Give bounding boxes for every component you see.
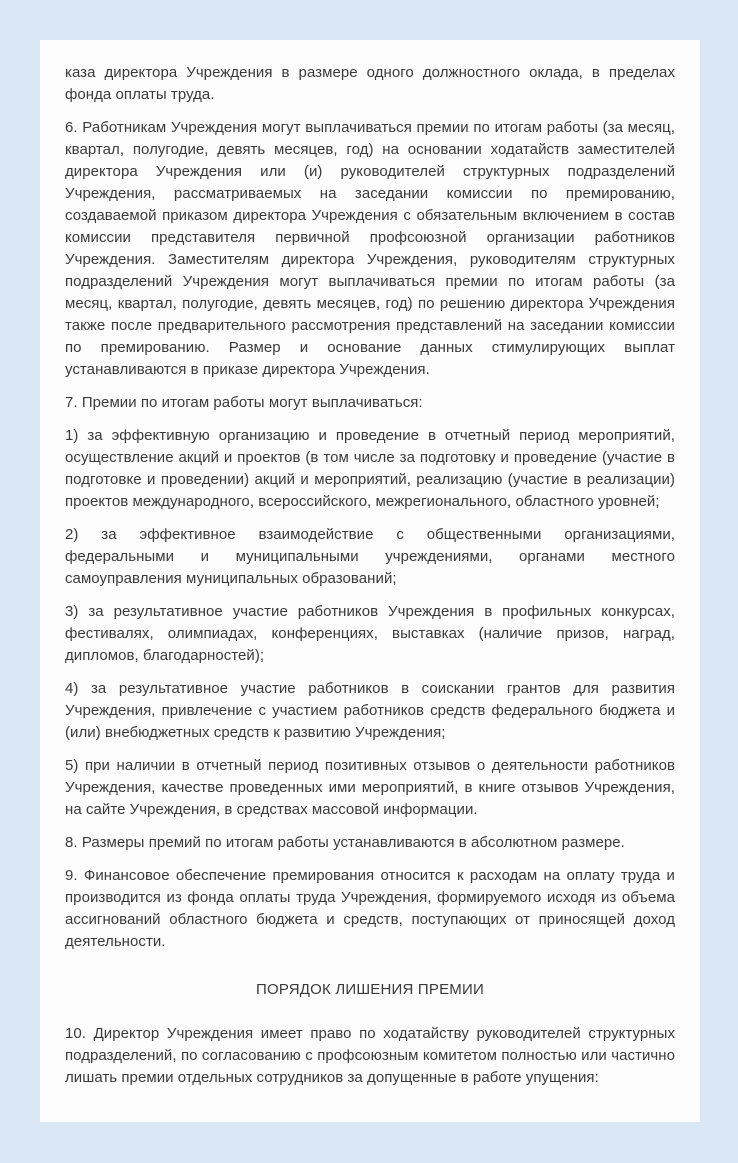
list-item-3: 3) за результативное участие работников Учреждения в профильных конкурсах, фестивалях, олимпиадах, конференциях, выставках (наличие призов, наград, дипломов, благодарностей); (65, 603, 675, 664)
list-item-2: 2) за эффективное взаимодействие с общественными организациями, федеральными и муниципальными учреждениями, органами местного самоуправления муниципальных образований; (65, 526, 675, 587)
paragraph-clause-6: 6. Работникам Учреждения могут выплачиваться премии по итогам работы (за месяц, квартал, полугодие, девять месяцев, год) на основании ходатайств заместителей директора Учреждения или (и) руководителей структурных подразделений Учреждения, рассматриваемых на заседании комиссии по премированию, создаваемой приказом директора Учреждения с обязательным включением в состав комиссии представителя первичной профсоюзной организации работников Учреждения. Заместителям директора Учреждения, руководителям структурных подразделений Учреждения могут выплачиваться премии по итогам работы (за месяц, квартал, полугодие, девять месяцев, год) по решению директора Учреждения также после предварительного рассмотрения представлений на заседании комиссии по премированию. Размер и основание данных стимулирующих выплат устанавливаются в приказе директора Учреждения. (65, 119, 675, 378)
paragraph-clause-8: 8. Размеры премий по итогам работы устанавливаются в абсолютном размере. (65, 834, 625, 851)
paragraph-clause-9: 9. Финансовое обеспечение премирования относится к расходам на оплату труда и производится из фонда оплаты труда Учреждения, формируемого исходя из объема ассигнований областного бюджета и средств, поступающих от приносящей доход деятельности. (65, 867, 675, 950)
paragraph-clause-continuation: каза директора Учреждения в размере одного должностного оклада, в пределах фонда оплаты труда. (65, 64, 675, 103)
section-heading: ПОРЯДОК ЛИШЕНИЯ ПРЕМИИ (256, 981, 484, 998)
list-item-1: 1) за эффективную организацию и проведение в отчетный период мероприятий, осуществление акций и проектов (в том числе за подготовку и проведение (участие в подготовке и проведении) акций и мероприятий, реализацию (участие в реализации) проектов международного, всероссийского, межрегионального, областного уровней; (65, 427, 675, 510)
document-page (40, 40, 700, 1122)
list-item-5: 5) при наличии в отчетный период позитивных отзывов о деятельности работников Учреждения, качестве проведенных ими мероприятий, в книге отзывов Учреждения, на сайте Учреждения, в средствах массовой информации. (65, 757, 675, 818)
list-item-4: 4) за результативное участие работников в соискании грантов для развития Учреждения, привлечение с участием работников средств федерального бюджета и (или) внебюджетных средств к развитию Учреждения; (65, 680, 675, 741)
paragraph-clause-7: 7. Премии по итогам работы могут выплачиваться: (65, 394, 423, 411)
paragraph-clause-10: 10. Директор Учреждения имеет право по ходатайству руководителей структурных подразделений, по согласованию с профсоюзным комитетом полностью или частично лишать премии отдельных сотрудников за допущенные в работе упущения: (65, 1025, 675, 1086)
